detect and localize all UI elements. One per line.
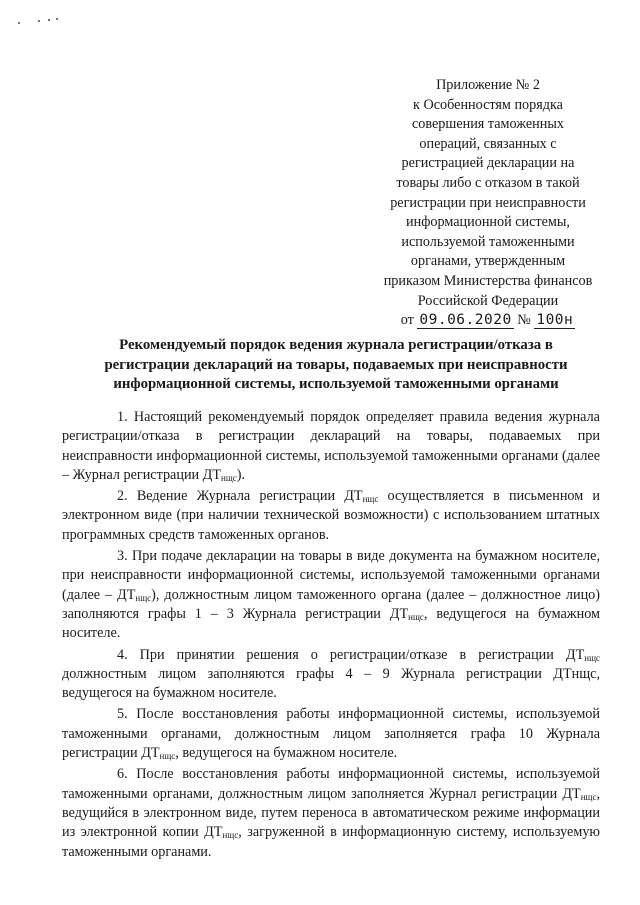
subscript-nsc: нщс — [159, 751, 176, 762]
order-number: 100н — [536, 312, 574, 329]
paragraph-text: , ведущегося на бумажном носителе. — [62, 605, 600, 642]
paragraph-text: , ведущегося на бумажном носителе. — [175, 745, 398, 762]
paragraph-1 — [62, 408, 600, 485]
paragraph-5 — [62, 705, 600, 763]
title-line: Рекомендуемый порядок ведения журнала регистрации/отказа в — [119, 337, 553, 353]
appendix-line: операций, связанных с — [419, 135, 557, 152]
title-line: регистрации деклараций на товары, подаваемых при неисправности — [104, 356, 568, 373]
subscript-nsc: нщс — [362, 494, 379, 505]
appendix-line: информационной системы, — [406, 214, 570, 231]
order-reference — [372, 311, 604, 331]
appendix-line: органами, утвержденным — [410, 253, 566, 270]
subscript-nsc: нщс — [408, 611, 424, 622]
subscript-nsc: нщс — [135, 592, 152, 603]
appendix-header — [372, 76, 604, 331]
paragraph-text: 3. При подаче декларации на товары в виде документа на бумажном носителе, при неисправности информационной системы, используемой таможенными органами (далее – ДТ — [62, 548, 600, 603]
paragraph-text: 1. Настоящий рекомендуемый порядок определяет правила ведения журнала регистрации/отказа в регистрации деклараций на товары, подаваемых при неисправности информационной системы, используемой таможенными органами (далее – Журнал регистрации ДТ — [62, 409, 600, 483]
appendix-line: к Особенностям порядка — [413, 96, 563, 113]
paragraph-4 — [62, 646, 600, 704]
appendix-line: регистрации при неисправности — [390, 194, 586, 211]
appendix-line: используемой таможенными — [401, 233, 575, 250]
paragraph-text: , загруженной в информационную систему, используемую таможенными органами. — [62, 824, 601, 860]
order-date: 09.06.2020 — [419, 312, 512, 329]
paragraph-3 — [62, 547, 600, 643]
paragraph-6 — [62, 765, 600, 861]
appendix-line: Приложение № 2 — [436, 77, 540, 93]
paragraph-text: 5. После восстановления работы информационной системы, используемой таможенными органами, должностным лицом заполняется графа 10 Журнала регистрации ДТ — [62, 706, 600, 762]
document-title — [96, 336, 576, 395]
order-prefix: от — [400, 312, 414, 329]
appendix-line: совершения таможенных — [412, 116, 564, 133]
order-number-label: № — [517, 312, 531, 329]
subscript-nsc: нщс — [221, 472, 237, 483]
paragraph-text: 6. После восстановления работы информационной системы, используемой таможенными органами, должностным лицом заполняется Журнал регистрации ДТ — [62, 766, 600, 802]
subscript-nsc: нщс — [584, 652, 600, 663]
appendix-line: регистрацией декларации на — [401, 155, 575, 172]
appendix-line: товары либо с отказом в такой — [396, 174, 580, 191]
paragraph-text: , ведущийся в электронном виде, путем переноса в автоматическом режиме информации из электронной копии ДТ — [62, 785, 600, 841]
paragraph-text: ). — [236, 466, 246, 483]
appendix-line: Российской Федерации — [417, 292, 559, 309]
paragraph-text: осуществляется в письменном и электронном виде (при наличии технической возможности) с использованием штатных программных средств таможенных органов. — [62, 488, 601, 543]
appendix-line: приказом Министерства финансов — [383, 272, 593, 289]
title-line: информационной системы, используемой таможенными органами — [113, 376, 559, 392]
paragraph-2 — [62, 487, 600, 545]
paragraph-text: 2. Ведение Журнала регистрации ДТ — [117, 488, 363, 505]
subscript-nsc: нщс — [222, 830, 239, 841]
subscript-nsc: нщс — [580, 791, 597, 802]
document-body — [62, 408, 600, 864]
paragraph-text: ), должностным лицом таможенного органа (далее – должностное лицо) заполняются графы 1 – 3 Журнала регистрации ДТ — [62, 586, 600, 622]
paragraph-text: должностным лицом заполняются графы 4 – 9 Журнала регистрации ДТнщс, ведущегося на бумажном носителе. — [62, 665, 600, 702]
paragraph-text: 4. При принятии решения о регистрации/отказе в регистрации ДТ — [117, 646, 585, 663]
